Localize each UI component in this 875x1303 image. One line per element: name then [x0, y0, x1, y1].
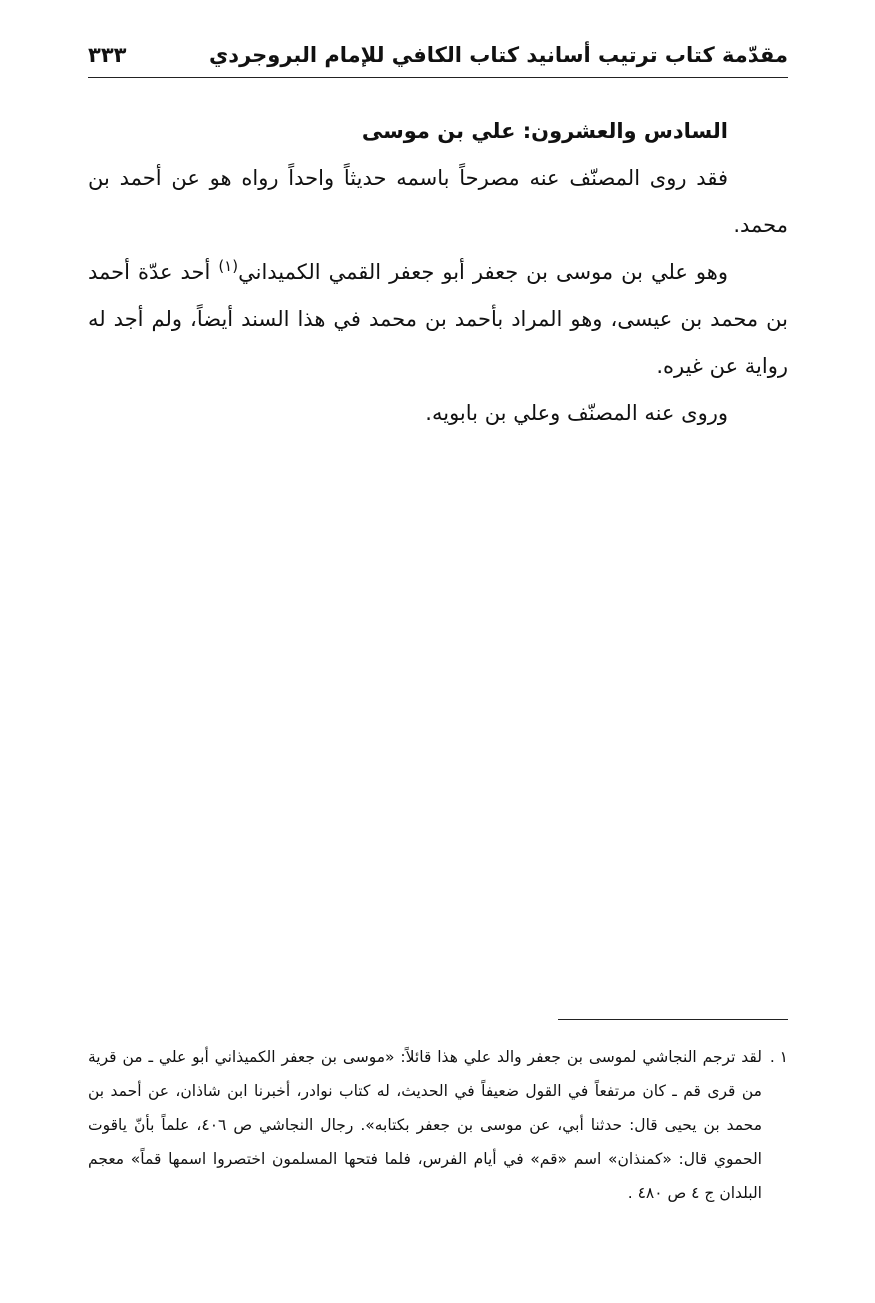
section-heading: السادس والعشرون: علي بن موسى [361, 119, 728, 143]
running-title: مقدّمة كتاب ترتيب أسانيد كتاب الكافي للإمام البروجردي [209, 43, 788, 67]
footnote-marker: ١ . [769, 1048, 788, 1066]
footnote-text: لقد ترجم النجاشي لموسى بن جعفر والد علي هذا قائلاً: «موسى بن جعفر الكميذاني أبو علي ـ من قرية من قرى قم ـ كان مرتفعاً في القول ضعيفاً في الحديث، له كتاب نوادر، أخبرنا ابن شاذان، عن أحمد بن محمد بن يحيى قال: حدثنا أبي، عن موسى بن جعفر بكتابه». رجال النجاشي ص ٤٠٦، علماً بأنّ ياقوت الحموي قال: «كمنذان» اسم «قم» في أيام الفرس، فلما فتحها المسلمون اختصروا اسمها قماً» معجم البلدان ج ٤ ص ٤٨٠ . [88, 1048, 762, 1202]
paragraph-2 [88, 249, 788, 390]
paragraph-2-text-start: وهو علي بن موسى بن جعفر أبو جعفر القمي الكميداني [238, 260, 728, 284]
book-page [88, 0, 788, 1303]
footnotes [88, 1040, 788, 1210]
paragraph-3: وروى عنه المصنّف وعلي بن بابويه. [425, 401, 728, 425]
footnote-separator [558, 1019, 788, 1020]
footnote-reference[interactable]: (١) [218, 257, 239, 275]
header-rule [88, 77, 788, 78]
running-header [88, 36, 788, 74]
page-number: ٣٣٣ [88, 43, 127, 67]
paragraph-1: فقد روى المصنّف عنه مصرحاً باسمه حديثاً واحداً رواه هو عن أحمد بن محمد. [88, 166, 788, 237]
footnote-1 [88, 1040, 788, 1210]
body-text [88, 108, 788, 437]
paragraph-2-text-end: أحد عدّة أحمد بن محمد بن عيسى، وهو المراد بأحمد بن محمد في هذا السند أيضاً، ولم أجد له رواية عن غيره. [88, 260, 788, 378]
